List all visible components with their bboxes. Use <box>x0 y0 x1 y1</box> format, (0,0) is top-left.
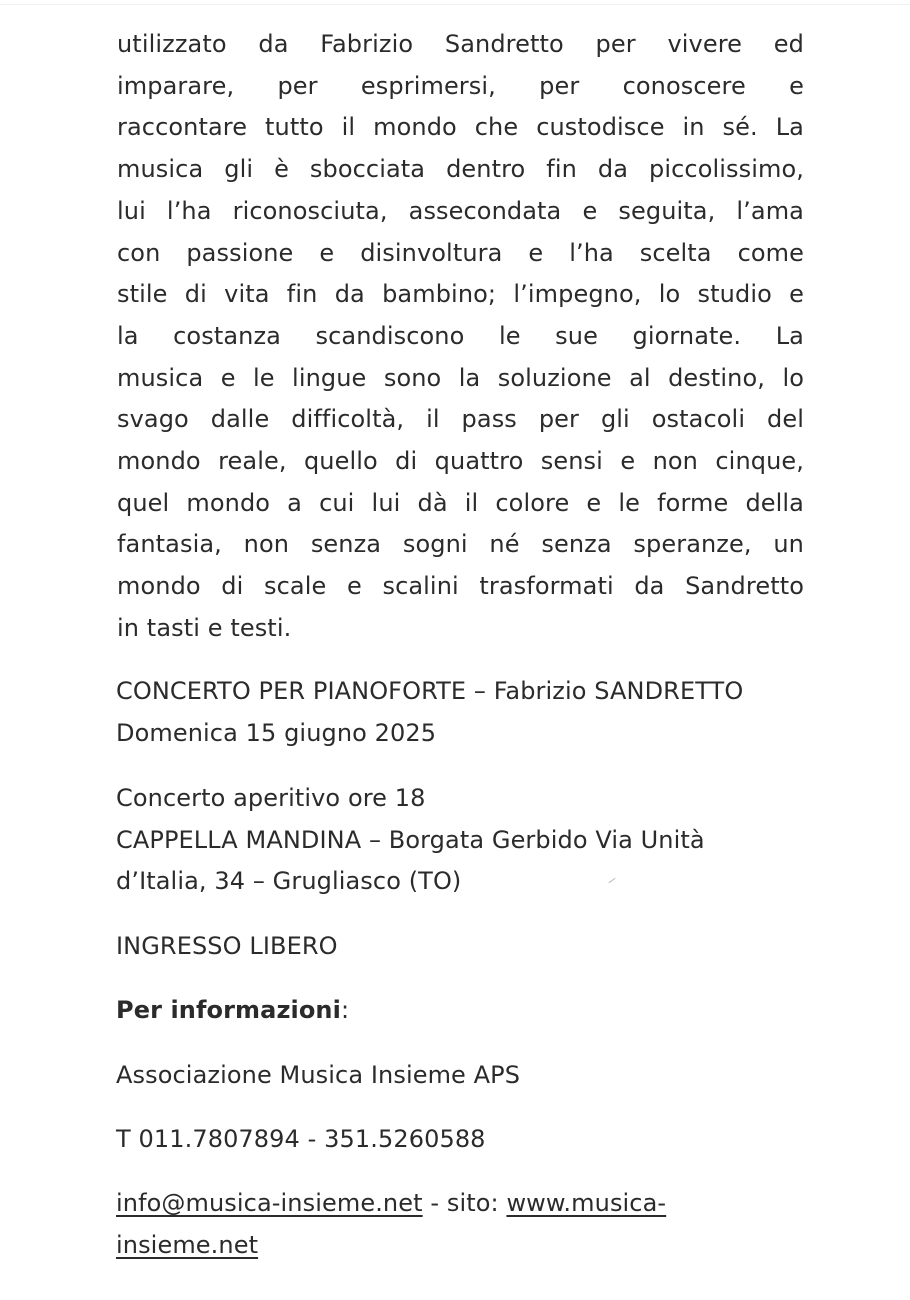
page-edge-line <box>0 4 910 5</box>
phone-numbers: T 011.7807894 - 351.5260588 <box>116 1125 486 1153</box>
event-title: CONCERTO PER PIANOFORTE – Fabrizio SANDRETTO <box>116 677 744 705</box>
bio-line: fantasia, non senza sogni né senza speranze, un <box>117 530 804 559</box>
entry-text: INGRESSO LIBERO <box>116 932 338 960</box>
bio-line: raccontare tutto il mondo che custodisce in sé. La <box>117 113 804 142</box>
website-link-continued[interactable]: insieme.net <box>116 1230 259 1259</box>
bio-line: lui l’ha riconosciuta, assecondata e seguita, l’ama <box>117 196 804 225</box>
venue-address-line: CAPPELLA MANDINA – Borgata Gerbido Via Unità <box>116 825 705 854</box>
bio-line: la costanza scandiscono le sue giornate. La <box>117 321 804 350</box>
organization-block <box>116 1055 520 1097</box>
event-date: Domenica 15 giugno 2025 <box>116 718 437 747</box>
event-block <box>116 671 743 754</box>
email-link[interactable]: info@musica-insieme.net <box>116 1189 423 1217</box>
bio-line: in tasti e testi. <box>117 613 292 642</box>
info-heading-colon: : <box>340 996 350 1024</box>
info-heading <box>116 990 349 1032</box>
website-link[interactable]: www.musica- <box>506 1189 667 1217</box>
bio-line: musica e le lingue sono la soluzione al destino, lo <box>117 363 804 392</box>
bio-line: musica gli è sbocciata dentro fin da piccolissimo, <box>117 155 804 184</box>
venue-address-line: d’Italia, 34 – Grugliasco (TO) <box>116 867 462 895</box>
venue-block <box>116 778 705 903</box>
bio-line: mondo di scale e scalini trasformati da Sandretto <box>117 572 804 601</box>
bio-line: utilizzato da Fabrizio Sandretto per vivere ed <box>117 30 804 58</box>
event-time: Concerto aperitivo ore 18 <box>116 784 426 812</box>
info-heading-label: Per informazioni <box>116 996 341 1024</box>
entry-note <box>116 926 338 968</box>
organization-name: Associazione Musica Insieme APS <box>116 1061 521 1089</box>
phone-block <box>116 1119 486 1161</box>
bio-line: svago dalle difficoltà, il pass per gli ostacoli del <box>117 405 804 434</box>
bio-line: imparare, per esprimersi, per conoscere e <box>117 71 804 100</box>
contact-links-block <box>116 1183 666 1266</box>
biography-paragraph <box>117 24 804 650</box>
bio-line: quel mondo a cui lui dà il colore e le forme della <box>117 488 804 517</box>
site-separator: - sito: <box>422 1189 507 1217</box>
bio-line: con passione e disinvoltura e l’ha scelta come <box>117 238 804 267</box>
bio-line: stile di vita fin da bambino; l’impegno, lo studio e <box>117 280 804 309</box>
bio-line: mondo reale, quello di quattro sensi e non cinque, <box>117 447 804 476</box>
